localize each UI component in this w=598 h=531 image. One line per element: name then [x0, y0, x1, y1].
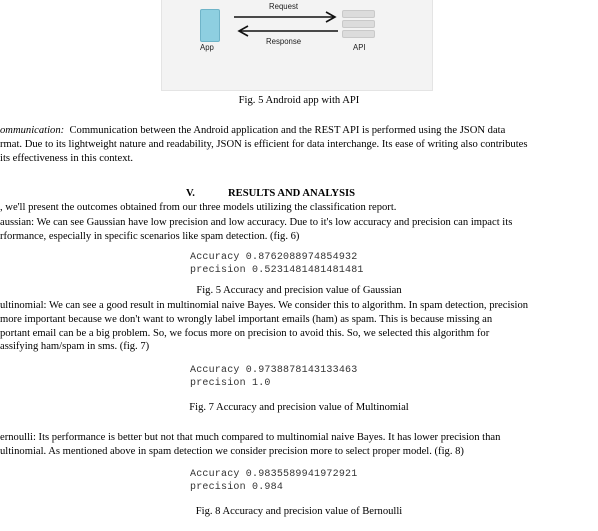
request-label: Request: [269, 2, 299, 11]
gaussian-line2: rformance, especially in specific scenarios like spam detection. (fig. 6): [0, 230, 300, 242]
api-label: API: [353, 43, 366, 52]
section-number: V.: [186, 188, 195, 199]
intro-line: , we'll present the outcomes obtained from our three models utilizing the classification report.: [0, 202, 397, 213]
bernoulli-precision: precision 0.984: [190, 482, 284, 493]
communication-line2: rmat. Due to its lightweight nature and readability, JSON is efficient for data interchange. Its ease of writing also contributes: [0, 138, 528, 150]
phone-icon: [200, 9, 220, 42]
communication-lead: ommunication:: [0, 125, 65, 136]
multinomial-paragraph: [0, 299, 590, 354]
multinomial-line1: ultinomial: We can see a good result in multinomial naive Bayes. We consider this to algorithm. In spam detection, precision: [0, 300, 529, 311]
gaussian-line1: aussian: We can see Gaussian have low precision and low accuracy. Due to it's low accuracy and precision can impact its: [0, 217, 513, 228]
communication-line3: its effectiveness in this context.: [0, 152, 134, 164]
communication-line1: Communication between the Android application and the REST API is performed using the JSON data: [69, 125, 506, 136]
multinomial-precision: precision 1.0: [190, 378, 271, 389]
bernoulli-caption: Fig. 8 Accuracy and precision value of Bernoulli: [195, 506, 403, 517]
bernoulli-accuracy: Accuracy 0.9835589941972921: [190, 469, 358, 480]
multinomial-line2: more important because we don't want to wrongly label important emails (ham) as spam. This is because missing an: [0, 313, 493, 325]
bernoulli-line1: ernoulli: Its performance is better but not that much compared to multinomial naive Bayes. It has lower precision than: [0, 432, 501, 443]
gaussian-caption: Fig. 5 Accuracy and precision value of Gaussian: [196, 285, 402, 296]
multinomial-caption: Fig. 7 Accuracy and precision value of Multinomial: [189, 402, 409, 413]
multinomial-accuracy: Accuracy 0.9738878143133463: [190, 365, 358, 376]
multinomial-line3: portant email can be a big problem. So, we focus more on precision to avoid this. So, we selected this algorithm for: [0, 327, 490, 339]
multinomial-line4: assifying ham/spam in sms. (fig. 7): [0, 341, 150, 353]
server-icon: [342, 10, 375, 38]
communication-paragraph: [0, 124, 590, 165]
gaussian-precision: precision 0.5231481481481481: [190, 265, 364, 276]
response-label: Response: [266, 37, 302, 46]
app-label: App: [200, 43, 214, 52]
request-response-arrows: [232, 8, 342, 38]
section-title: RESULTS AND ANALYSIS: [228, 188, 355, 199]
gaussian-accuracy: Accuracy 0.8762088974854932: [190, 252, 358, 263]
bernoulli-line2: ultinomial. As mentioned above in spam detection we consider precision more to select proper model. (fig. 8): [0, 445, 464, 457]
figure5-caption: Fig. 5 Android app with API: [238, 95, 360, 106]
gaussian-paragraph: [0, 216, 590, 244]
figure-app-api-diagram: [161, 0, 433, 91]
bernoulli-paragraph: [0, 431, 590, 459]
